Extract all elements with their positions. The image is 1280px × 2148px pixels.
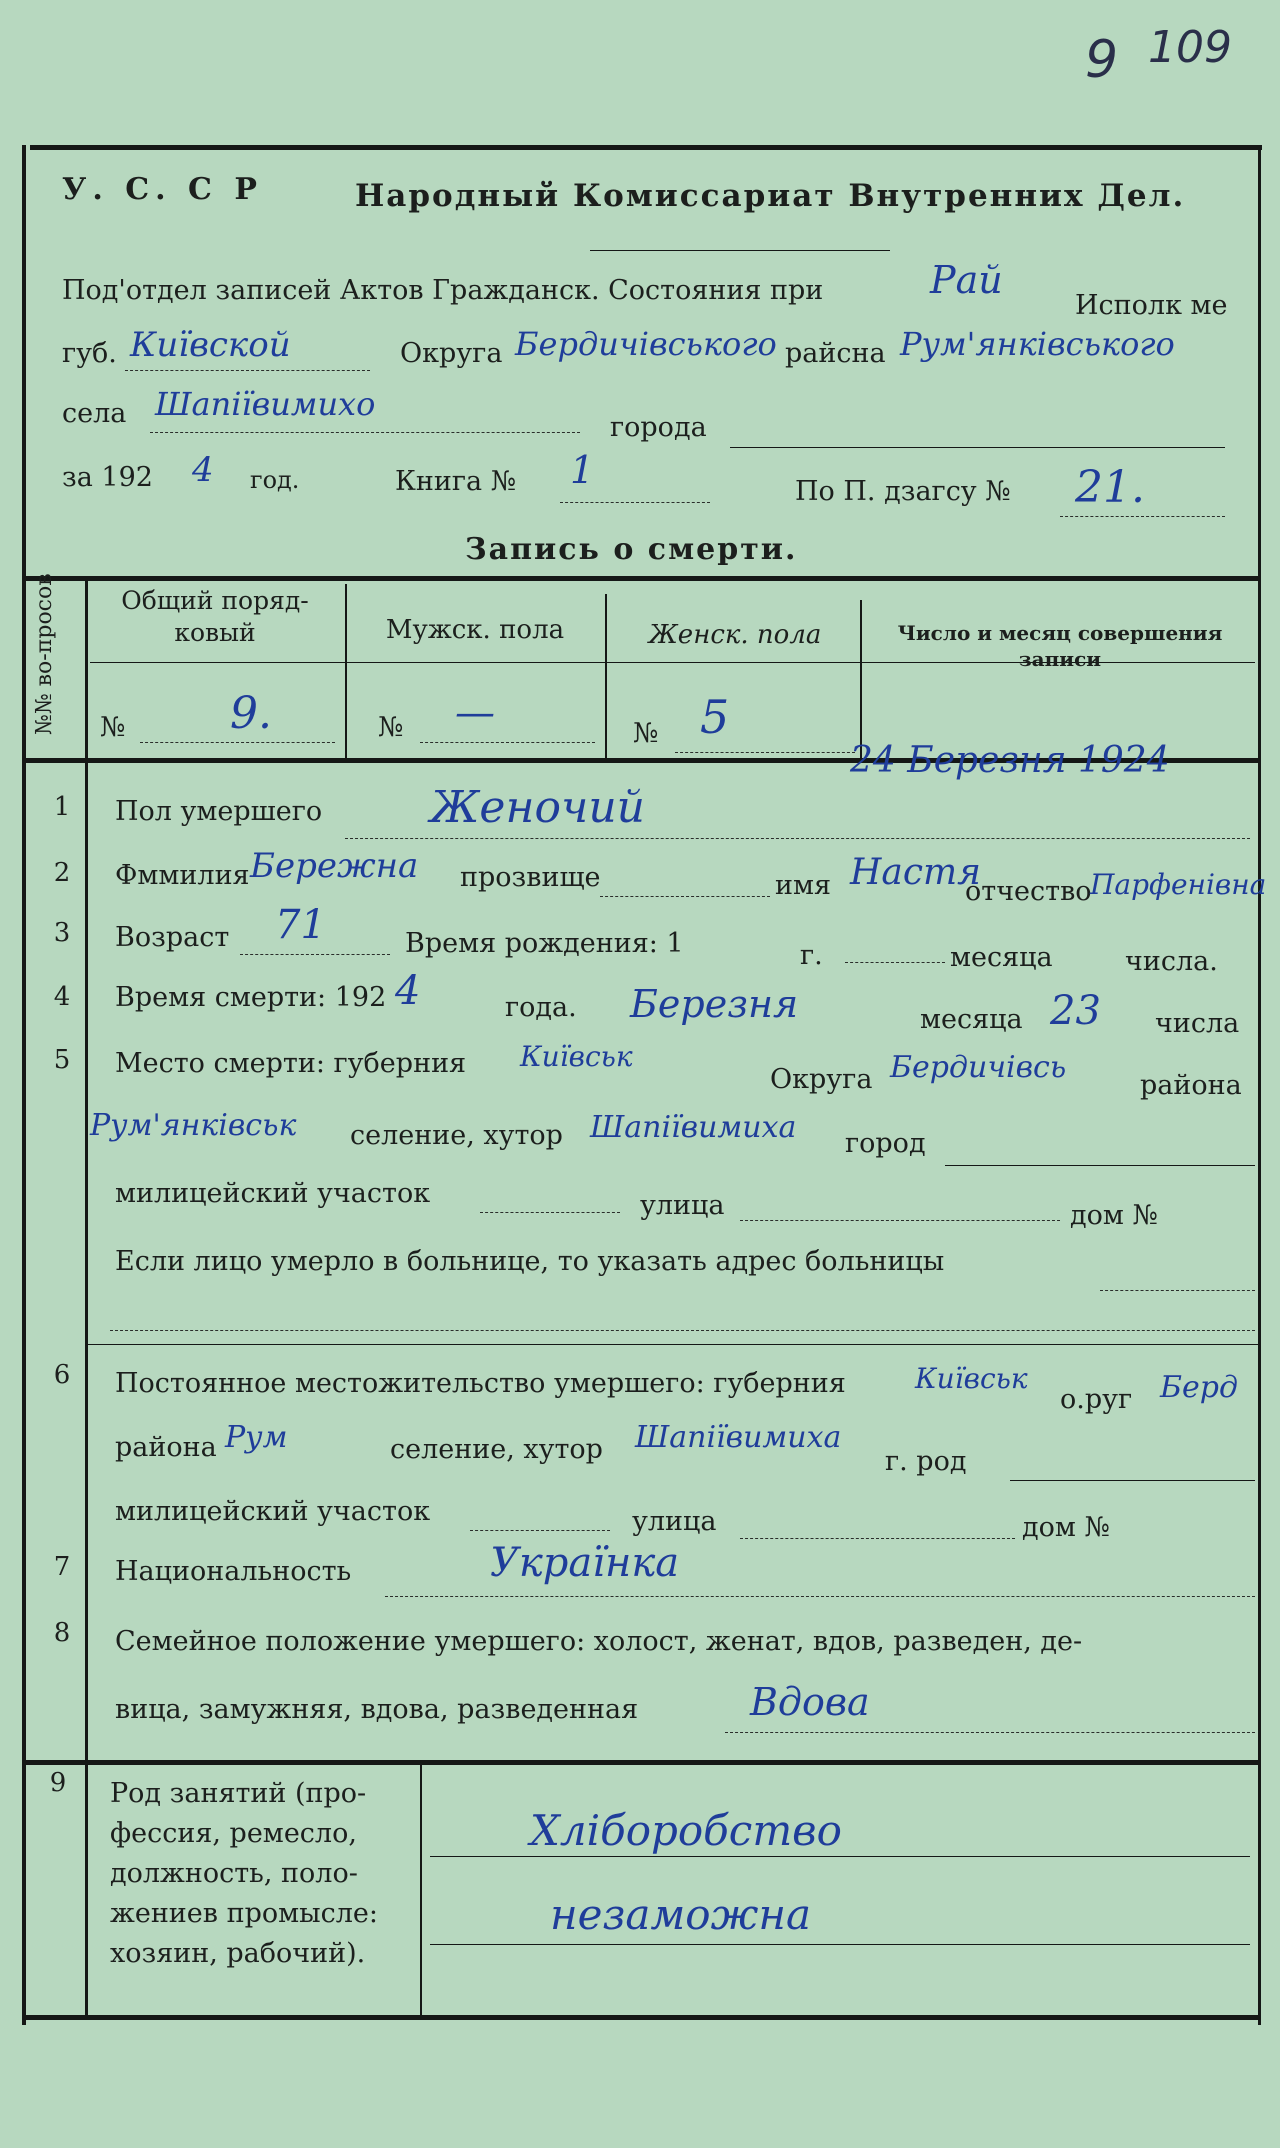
nationality-value: Українка <box>490 1540 680 1586</box>
male-line <box>420 742 595 743</box>
occupation-label-line-3: должность, поло- <box>110 1858 358 1889</box>
book-value: 1 <box>570 448 595 492</box>
table-top-line <box>22 576 1260 581</box>
col-male-header: Мужск. пола <box>385 615 565 645</box>
death-rayon-value: Рум'янківськ <box>90 1108 297 1143</box>
name-label: имя <box>775 870 832 901</box>
birth-year-line <box>845 962 945 963</box>
nickname-label: прозвище <box>460 862 601 893</box>
sheet-number: 109 <box>1148 22 1232 73</box>
birth-month-label: месяца <box>950 942 1053 973</box>
marital-value: Вдова <box>750 1680 870 1724</box>
selo-label: села <box>62 398 127 429</box>
marital-line <box>725 1732 1255 1733</box>
occupation-line-2 <box>430 1944 1250 1945</box>
year-label: за 192 <box>62 462 153 493</box>
hospital-label: Если лицо умерло в больнице, то указать адрес больницы <box>115 1246 945 1277</box>
commissariat-name: Народный Комиссариат Внутренних Дел. <box>355 178 1186 214</box>
header-rule <box>590 250 890 251</box>
occupation-label-line-2: фессия, ремесло, <box>110 1818 357 1849</box>
death-gorod-label: город <box>845 1128 926 1159</box>
residence-label: Постоянное местожительство умершего: губерния <box>115 1368 846 1399</box>
col-sep-1 <box>345 584 347 758</box>
total-number: 9. <box>230 688 272 739</box>
death-day-label: числа <box>1155 1008 1240 1039</box>
total-line <box>140 742 335 743</box>
residence-street-line <box>740 1538 1015 1539</box>
q-num-5: 5 <box>53 1045 71 1075</box>
subdept-value: Рай <box>930 258 1003 302</box>
frame-bottom <box>22 2015 1260 2020</box>
nickname-line <box>600 896 770 897</box>
death-gorod-line <box>945 1165 1255 1166</box>
death-okrug-value: Бердичівсь <box>890 1050 1067 1085</box>
q-num-6: 6 <box>53 1360 71 1390</box>
birth-year-unit: г. <box>800 940 823 971</box>
residence-gub-value: Київськ <box>915 1362 1028 1395</box>
record-date: 24 Березня 1924 <box>850 740 1170 781</box>
death-month-value: Березня <box>630 982 799 1026</box>
female-line <box>675 752 855 753</box>
residence-gorod-label: г. род <box>885 1446 967 1477</box>
hospital-line-1 <box>1100 1290 1255 1291</box>
frame-left <box>22 145 26 2025</box>
sex-line <box>345 838 1250 839</box>
death-selo-value: Шапіївимиха <box>590 1110 797 1145</box>
col-sep-3 <box>860 600 862 758</box>
col-total-header: Общий поряд-ковый <box>121 586 309 647</box>
death-year-value: 4 <box>395 968 421 1014</box>
qnum-column-line <box>85 576 88 2020</box>
name-value: Настя <box>850 852 981 893</box>
book-label: Книга № <box>395 466 517 497</box>
subdept-label: Под'отдел записей Актов Гражданск. Состояния при <box>62 275 824 306</box>
age-label: Возраст <box>115 922 230 953</box>
residence-militia-label: милицейский участок <box>115 1496 431 1527</box>
ispolkom-label: Исполк ме <box>1075 290 1228 321</box>
death-time-label: Время смерти: 192 <box>115 982 387 1013</box>
archive-number: 9 <box>1085 30 1119 90</box>
record-title: Запись о смерти. <box>465 532 798 567</box>
birth-day-label: числа. <box>1125 946 1218 977</box>
selo-value: Шапіївимихо <box>155 385 376 423</box>
residence-okrug-label: о.руг <box>1060 1384 1133 1415</box>
occupation-value-2: незаможна <box>550 1890 812 1939</box>
age-line <box>240 954 390 955</box>
q-num-2: 2 <box>53 858 71 888</box>
birth-label: Время рождения: 1 <box>405 928 684 959</box>
republic-name: У. С. С Р <box>62 172 263 207</box>
age-value: 71 <box>275 902 326 948</box>
q-num-8: 8 <box>53 1618 71 1648</box>
order-value: 21. <box>1075 462 1145 513</box>
death-rayon-label: района <box>1140 1070 1242 1101</box>
god-label: год. <box>250 466 300 494</box>
marital-label-2: вица, замужняя, вдова, разведенная <box>115 1694 639 1725</box>
occupation-label-line-4: жениев промысле: <box>110 1898 378 1929</box>
marital-label-1: Семейное положение умершего: холост, женат, вдов, разведен, де- <box>115 1626 1083 1657</box>
residence-selo-label: селение, хутор <box>390 1434 603 1465</box>
col-female-header: Женск. пола <box>648 620 822 650</box>
residence-rayon-label: района <box>115 1432 217 1463</box>
order-line <box>1060 516 1225 517</box>
order-label: По П. дзагсу № <box>795 476 1011 507</box>
patronymic-value: Парфенівна <box>1090 868 1267 901</box>
qnum-header: №№ во-просов <box>32 573 57 735</box>
selo-line <box>150 432 580 433</box>
gub-value: Київской <box>130 325 291 365</box>
death-street-label: улица <box>640 1190 725 1221</box>
death-house-label: дом № <box>1070 1200 1159 1231</box>
row9-top-line <box>22 1760 1260 1765</box>
row9-sep <box>420 1762 422 2017</box>
no-label-3: № <box>633 718 659 749</box>
q-num-4: 4 <box>53 982 71 1012</box>
residence-okrug-value: Берд <box>1160 1370 1239 1405</box>
no-label-1: № <box>100 712 126 743</box>
death-okrug-label: Округа <box>770 1064 873 1095</box>
death-place-label: Место смерти: губерния <box>115 1048 467 1079</box>
q-num-3: 3 <box>53 918 71 948</box>
frame-right <box>1258 145 1261 2025</box>
surname-value: Бережна <box>250 846 419 886</box>
gub-label: губ. <box>62 338 117 369</box>
residence-selo-value: Шапіївимиха <box>635 1420 842 1455</box>
hospital-line-2 <box>110 1330 1255 1331</box>
col-sep-2 <box>605 594 607 758</box>
okrug-label: Округа <box>400 338 503 369</box>
gub-line <box>125 370 370 371</box>
no-label-2: № <box>378 712 404 743</box>
occupation-label-line-1: Род занятий (про- <box>110 1778 367 1809</box>
q-num-9: 9 <box>49 1768 67 1798</box>
nationality-line <box>385 1596 1255 1597</box>
patronymic-label: отчество <box>965 876 1092 907</box>
nationality-label: Национальность <box>115 1556 352 1587</box>
q-num-1: 1 <box>53 792 71 822</box>
death-gub-value: Київськ <box>520 1040 633 1073</box>
book-line <box>560 502 710 503</box>
occupation-value-1: Хліборобство <box>530 1806 842 1855</box>
sex-label: Пол умершего <box>115 796 323 827</box>
gorod-line <box>730 447 1225 448</box>
okrug-value: Бердичівського <box>515 325 777 363</box>
female-number: 5 <box>700 690 730 744</box>
occupation-label-line-5: хозяин, рабочий). <box>110 1938 366 1969</box>
residence-militia-line <box>470 1530 610 1531</box>
residence-rayon-value: Рум <box>225 1420 288 1455</box>
death-selo-label: селение, хутор <box>350 1120 563 1151</box>
year-value: 4 <box>192 450 214 490</box>
frame-top <box>30 145 1262 150</box>
death-militia-label: милицейский участок <box>115 1178 431 1209</box>
residence-gorod-line <box>1010 1480 1255 1481</box>
residence-street-label: улица <box>632 1506 717 1537</box>
col-date-header: Число и месяц совершения записи <box>897 621 1223 671</box>
surname-label: Фммилия <box>115 860 250 891</box>
sex-value: Женочий <box>430 782 645 833</box>
rayon-value: Рум'янківського <box>900 325 1175 363</box>
gorod-label: города <box>610 412 707 443</box>
death-month-label: месяца <box>920 1004 1023 1035</box>
male-number: — <box>455 690 495 736</box>
death-militia-line <box>480 1212 620 1213</box>
q-num-7: 7 <box>53 1552 71 1582</box>
death-day-value: 23 <box>1050 988 1101 1034</box>
death-year-unit: года. <box>505 992 577 1023</box>
rayon-label: райсна <box>785 338 886 369</box>
death-street-line <box>740 1220 1060 1221</box>
occupation-line-1 <box>430 1856 1250 1857</box>
residence-house-label: дом № <box>1022 1512 1111 1543</box>
row6-rule <box>88 1344 1258 1345</box>
occupation-label <box>110 1774 415 1974</box>
